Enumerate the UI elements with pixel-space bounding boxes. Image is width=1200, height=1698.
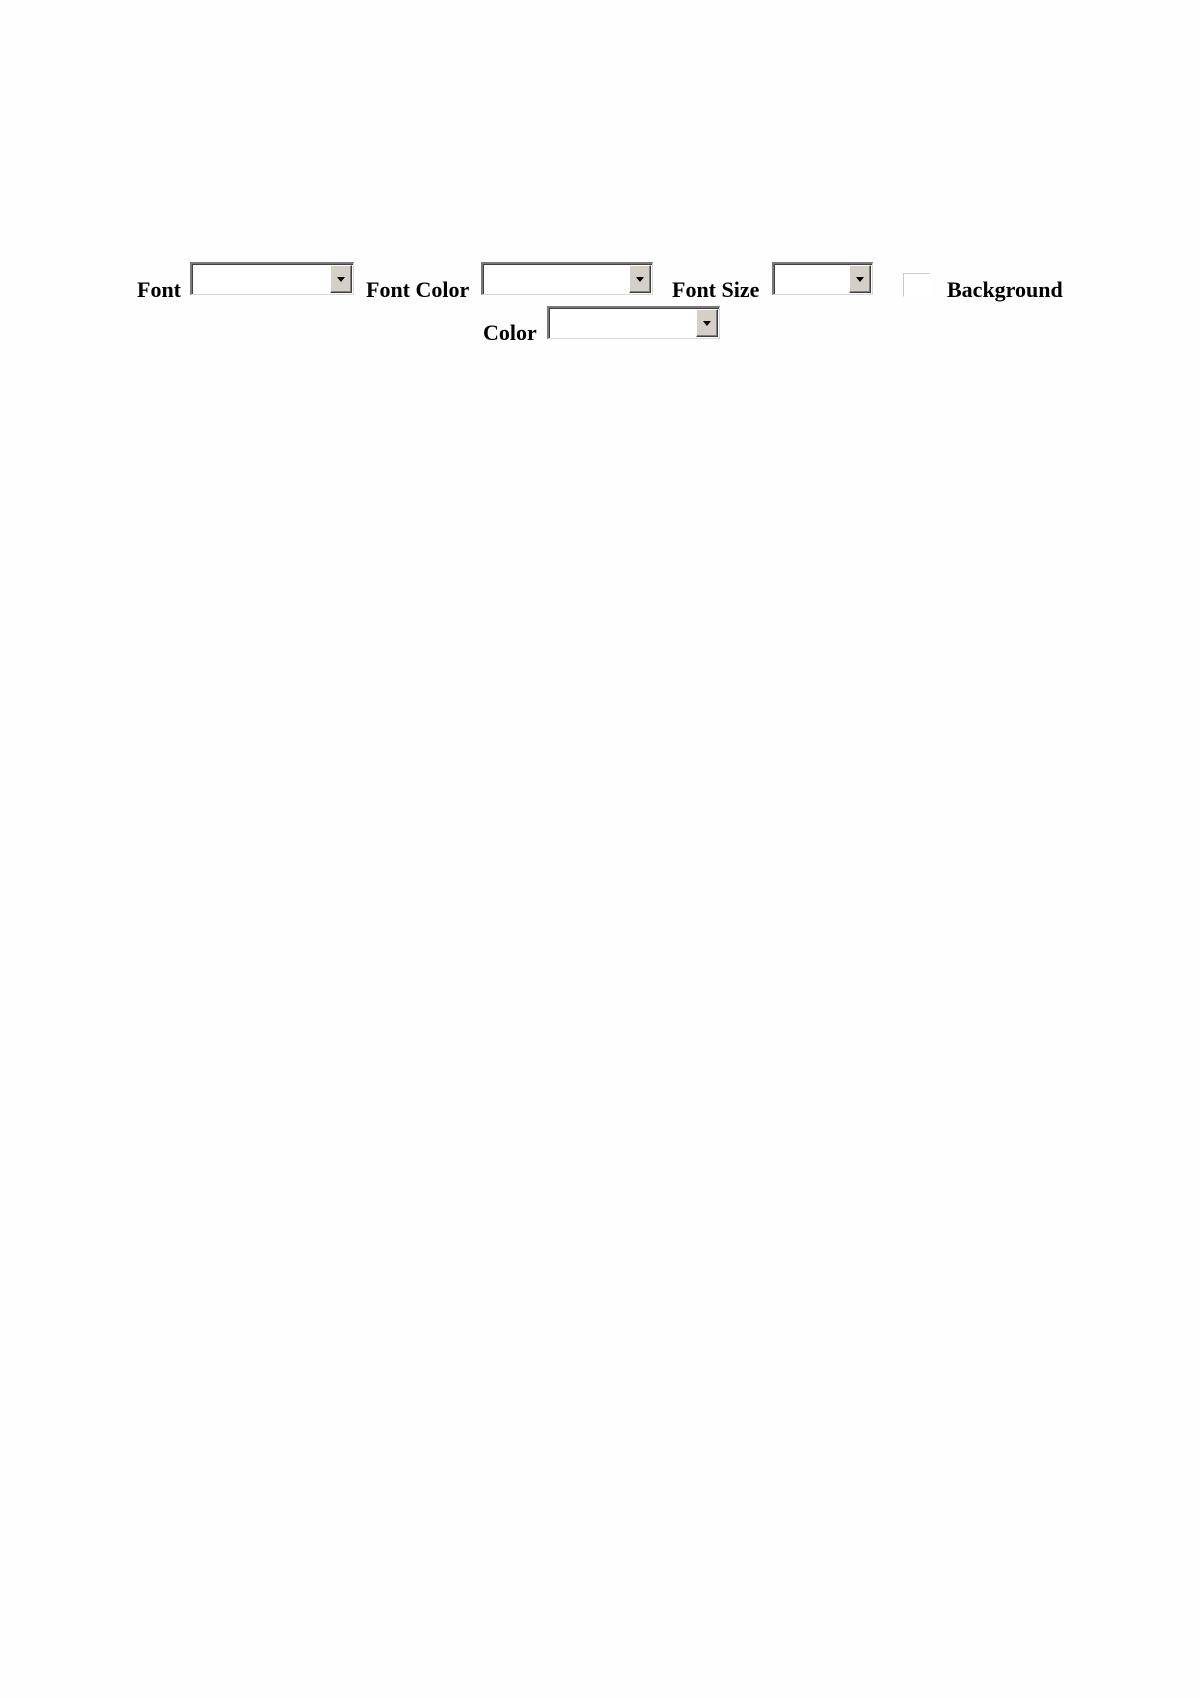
font-label: Font — [137, 277, 181, 302]
background-color-select[interactable] — [547, 306, 720, 339]
chevron-down-icon — [703, 321, 711, 326]
font-size-select-button[interactable] — [849, 265, 871, 293]
font-select-button[interactable] — [330, 265, 352, 293]
background-color-label: Background — [947, 277, 1063, 302]
font-select[interactable] — [190, 262, 354, 295]
chevron-down-icon — [337, 277, 345, 282]
background-color-checkbox[interactable] — [903, 273, 930, 297]
font-size-label: Font Size — [672, 277, 760, 302]
background-color-label-continued: Color — [483, 320, 537, 345]
background-color-select-button[interactable] — [696, 309, 718, 337]
font-color-select-button[interactable] — [629, 265, 651, 293]
font-color-label: Font Color — [366, 277, 470, 302]
font-size-select[interactable] — [772, 262, 873, 295]
chevron-down-icon — [636, 277, 644, 282]
chevron-down-icon — [856, 277, 864, 282]
font-color-select[interactable] — [481, 262, 653, 295]
